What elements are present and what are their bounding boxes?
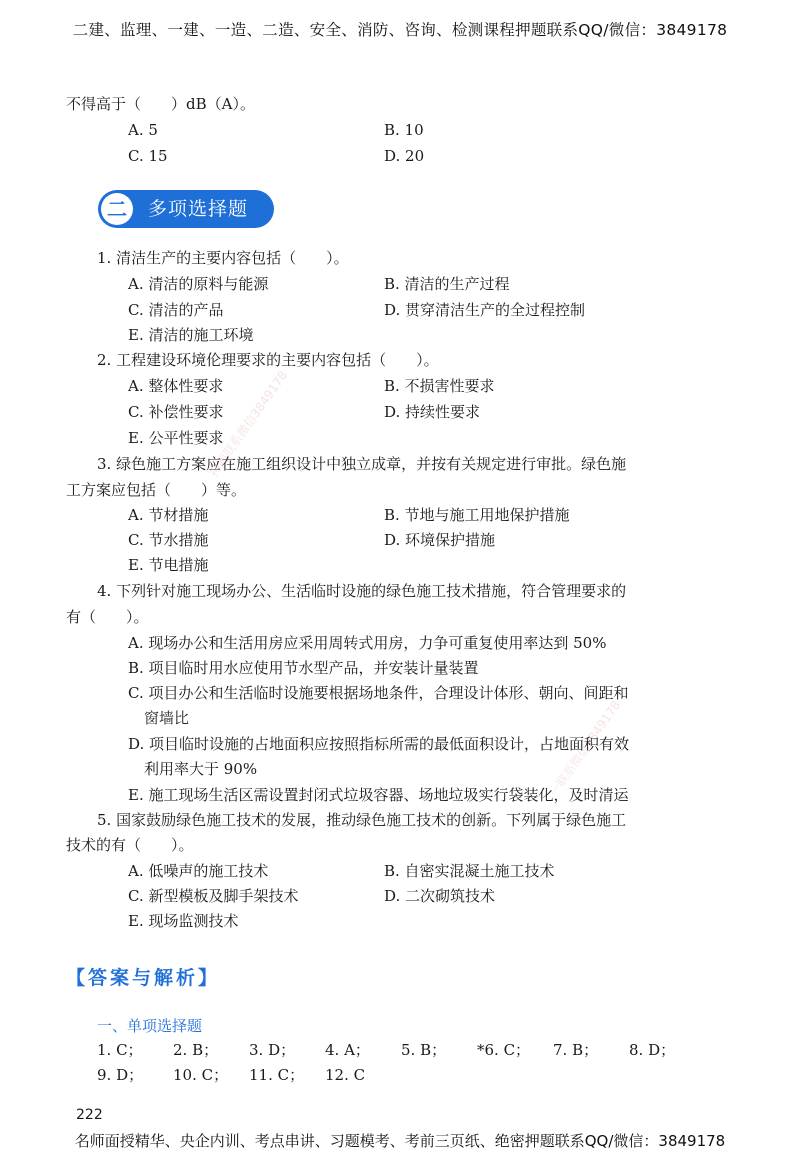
q4-option-e: E. 施工现场生活区需设置封闭式垃圾容器、场地垃圾实行袋装化，及时清运	[128, 786, 629, 804]
page-header: 二建、监理、一建、一造、二造、安全、消防、咨询、检测课程押题联系QQ/微信：3849178	[72, 21, 728, 39]
page-number: 222	[76, 1107, 103, 1123]
q5-option-b: B. 自密实混凝土施工技术	[384, 862, 555, 880]
q4-option-c-line1: C. 项目办公和生活临时设施要根据场地条件，合理设计体形、朝向、间距和	[128, 684, 629, 702]
q3-option-a: A. 节材措施	[128, 506, 209, 524]
q2-option-e: E. 公平性要求	[128, 429, 224, 447]
section-number: 二	[101, 193, 133, 225]
answer-item: 11. C；	[249, 1066, 305, 1084]
q1-option-b: B. 清洁的生产过程	[384, 275, 510, 293]
q5-option-a: A. 低噪声的施工技术	[128, 862, 269, 880]
q5-option-e: E. 现场监测技术	[128, 912, 239, 930]
q4-option-d-line2: 利用率大于 90%	[144, 760, 258, 778]
q2-option-c: C. 补偿性要求	[128, 403, 224, 421]
prev-option-d: D. 20	[384, 147, 425, 165]
q2-stem: 2. 工程建设环境伦理要求的主要内容包括（ ）。	[97, 351, 439, 369]
prev-option-c: C. 15	[128, 147, 168, 165]
q4-option-a: A. 现场办公和生活用房应采用周转式用房，力争可重复使用率达到 50%	[128, 634, 607, 652]
prev-option-b: B. 10	[384, 121, 424, 139]
q5-stem-line2: 技术的有（ ）。	[66, 836, 194, 854]
q1-option-e: E. 清洁的施工环境	[128, 326, 254, 344]
answer-item: 10. C；	[173, 1066, 229, 1084]
page-footer: 名师面授精华、央企内训、考点串讲、习题模考、考前三页纸、绝密押题联系QQ/微信：3849178	[74, 1132, 726, 1150]
answers-row-1	[97, 1040, 675, 1060]
q2-option-b: B. 不损害性要求	[384, 377, 495, 395]
q3-stem-line1: 3. 绿色施工方案应在施工组织设计中独立成章，并按有关规定进行审批。绿色施	[97, 455, 627, 473]
q4-stem-line1: 4. 下列针对施工现场办公、生活临时设施的绿色施工技术措施，符合管理要求的	[97, 582, 627, 600]
q5-option-c: C. 新型模板及脚手架技术	[128, 887, 299, 905]
answer-item: 12. C	[325, 1066, 366, 1084]
answer-item: 9. D；	[97, 1066, 144, 1084]
q4-option-c-line2: 窗墙比	[144, 709, 190, 727]
answer-item: 2. B；	[173, 1041, 219, 1059]
answer-item: *6. C；	[477, 1041, 531, 1059]
q3-option-d: D. 环境保护措施	[384, 531, 496, 549]
answer-item: 5. B；	[401, 1041, 447, 1059]
q1-option-a: A. 清洁的原料与能源	[128, 275, 269, 293]
q4-stem-line2: 有（ ）。	[66, 608, 149, 626]
q5-option-d: D. 二次砌筑技术	[384, 887, 496, 905]
q3-option-b: B. 节地与施工用地保护措施	[384, 506, 570, 524]
answer-item: 4. A；	[325, 1041, 370, 1059]
answer-item: 8. D；	[629, 1041, 676, 1059]
q5-stem-line1: 5. 国家鼓励绿色施工技术的发展，推动绿色施工技术的创新。下列属于绿色施工	[97, 811, 627, 829]
q1-stem: 1. 清洁生产的主要内容包括（ ）。	[97, 249, 349, 267]
q3-option-c: C. 节水措施	[128, 531, 209, 549]
q1-option-d: D. 贯穿清洁生产的全过程控制	[384, 301, 586, 319]
watermark-1: 押题联系微信3849178	[206, 368, 291, 480]
q2-option-a: A. 整体性要求	[128, 377, 224, 395]
section-title: 多项选择题	[148, 198, 249, 220]
answers-subheading: 一、单项选择题	[97, 1017, 203, 1035]
q2-option-d: D. 持续性要求	[384, 403, 481, 421]
prev-question-tail: 不得高于（ ）dB（A）。	[66, 95, 255, 113]
q4-option-b: B. 项目临时用水应使用节水型产品，并安装计量装置	[128, 659, 479, 677]
answer-item: 3. D；	[249, 1041, 296, 1059]
prev-option-a: A. 5	[128, 121, 158, 139]
answers-row-2	[97, 1065, 365, 1085]
answer-item: 7. B；	[553, 1041, 599, 1059]
q1-option-c: C. 清洁的产品	[128, 301, 224, 319]
watermark-2: 一联系微信3849178	[546, 698, 624, 800]
q3-stem-line2: 工方案应包括（ ）等。	[66, 481, 247, 499]
q4-option-d-line1: D. 项目临时设施的占地面积应按照指标所需的最低面积设计，占地面积有效	[128, 735, 630, 753]
section-banner	[98, 190, 274, 228]
answer-item: 1. C；	[97, 1041, 143, 1059]
q3-option-e: E. 节电措施	[128, 556, 209, 574]
answers-heading: 【答案与解析】	[66, 967, 221, 989]
